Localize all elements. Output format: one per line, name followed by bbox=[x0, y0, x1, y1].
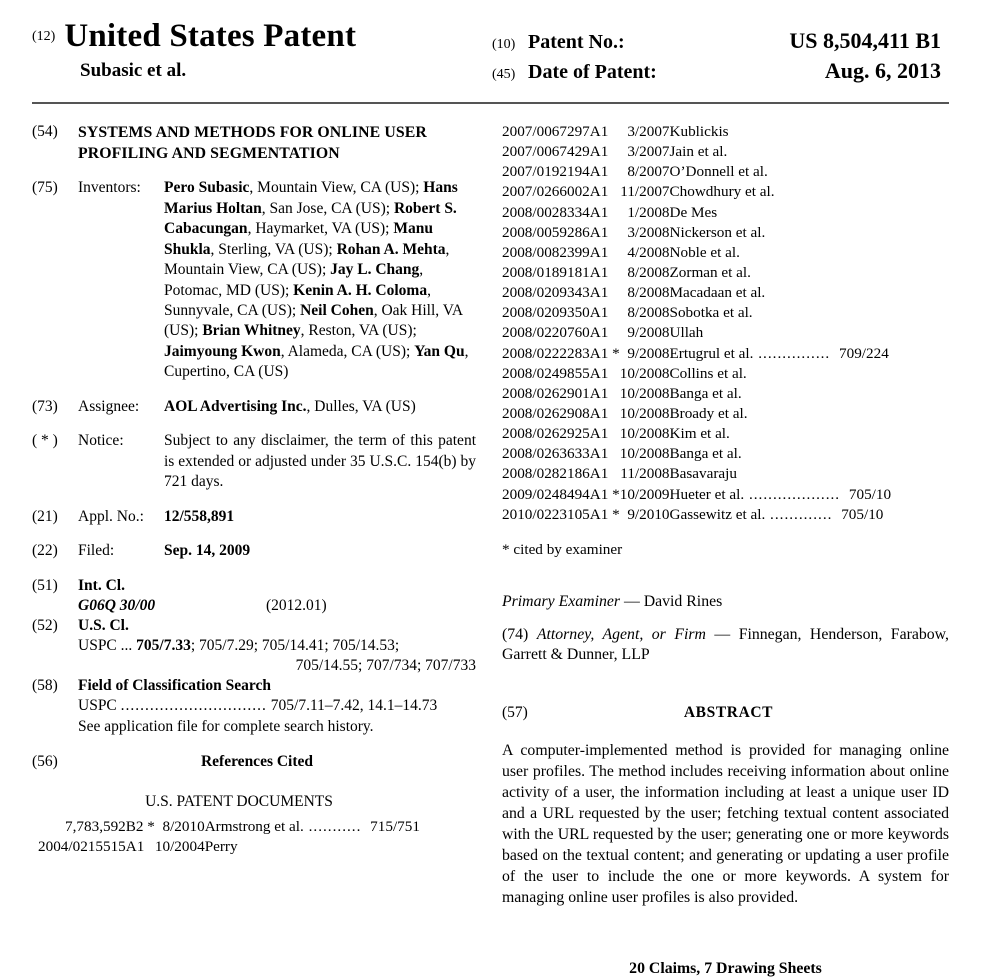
inventors-list: Pero Subasic, Mountain View, CA (US); Hans Marius Holtan, San Jose, CA (US); Robert S. Cabacungan, Haymarket, VA (US); Manu Shukla, Sterling, VA (US); Rohan A. Mehta, Mountain View, CA (US); Jay L. Chang, Potomac, MD (US); Kenin A. H. Coloma, Sunnyvale, CA (US); Neil Cohen, Oak Hill, VA (US); Brian Whitney, Reston, VA (US); Jaimyoung Kwon, Alameda, CA (US); Yan Qu, Cupertino, CA (US) bbox=[164, 179, 469, 381]
field-of-search-range: 705/7.11–7.42, 14.1–14.73 bbox=[270, 697, 438, 715]
abstract-title: ABSTRACT bbox=[683, 703, 774, 721]
primary-examiner-dash: — bbox=[620, 592, 644, 610]
reference-row bbox=[502, 323, 949, 343]
reference-number: 2008/0209343 bbox=[502, 284, 590, 302]
field-of-search-heading: Field of Classification Search bbox=[78, 677, 272, 695]
reference-date: 11/2007 bbox=[620, 183, 670, 201]
reference-number: 2007/0067297 bbox=[502, 123, 590, 140]
reference-date: 10/2008 bbox=[619, 445, 670, 463]
reference-kind-code: A1 bbox=[589, 465, 609, 483]
reference-classification: 709/224 bbox=[839, 344, 889, 362]
reference-classification: 705/10 bbox=[848, 485, 892, 503]
reference-assignee-name bbox=[670, 364, 949, 384]
reference-kind-code: A1 bbox=[589, 304, 609, 322]
reference-kind-code: A1 bbox=[589, 163, 609, 181]
reference-name-text: Perry bbox=[204, 837, 238, 855]
attorney-row bbox=[502, 625, 949, 666]
reference-number: 2008/0028334 bbox=[502, 203, 590, 221]
reference-assignee-name bbox=[205, 837, 482, 857]
reference-assignee-name bbox=[670, 444, 949, 464]
reference-assignee-name bbox=[670, 203, 949, 223]
patent-office-title-line bbox=[32, 18, 492, 55]
header-right bbox=[492, 18, 949, 88]
reference-row bbox=[502, 485, 949, 505]
reference-kind-code: B2 * bbox=[125, 817, 155, 835]
reference-name-text: Armstrong et al. bbox=[204, 817, 304, 835]
us-classification-field bbox=[32, 616, 476, 676]
reference-kind-code: A1 bbox=[589, 364, 609, 382]
attorney-field-code: (74) bbox=[502, 625, 529, 643]
attorney-label: Attorney, Agent, or Firm bbox=[536, 625, 706, 643]
invention-title-field-code: (54) bbox=[32, 123, 58, 140]
inventors-label: Inventors: bbox=[78, 179, 141, 197]
reference-number: 2008/0082399 bbox=[502, 243, 590, 261]
int-classification-field-code: (51) bbox=[32, 576, 58, 594]
reference-row bbox=[502, 303, 949, 323]
reference-assignee-name bbox=[670, 263, 949, 283]
reference-number: 7,783,592 bbox=[65, 817, 126, 835]
reference-name-text: Kublickis bbox=[669, 123, 729, 140]
reference-name-text: O’Donnell et al. bbox=[669, 163, 768, 181]
reference-number: 2008/0262925 bbox=[502, 425, 590, 443]
reference-assignee-name bbox=[670, 223, 949, 243]
patent-number-field-code: (10) bbox=[492, 37, 516, 52]
reference-leader-dots: ............. bbox=[765, 505, 838, 523]
assignee-field-code: (73) bbox=[32, 397, 58, 415]
primary-examiner-name: David Rines bbox=[643, 592, 723, 610]
reference-date: 3/2007 bbox=[627, 143, 670, 161]
reference-classification: 715/751 bbox=[370, 817, 420, 835]
application-number-value: 12/558,891 bbox=[164, 507, 235, 525]
filing-date-label: Filed: bbox=[78, 542, 115, 560]
reference-name-text: Basavaraju bbox=[669, 465, 737, 483]
assignee-label: Assignee: bbox=[78, 397, 140, 415]
inventors-field bbox=[32, 178, 476, 383]
reference-leader-dots: ................... bbox=[744, 485, 845, 503]
reference-number: 2008/0059286 bbox=[502, 223, 590, 241]
reference-date: 9/2008 bbox=[627, 344, 670, 362]
field-of-search-body bbox=[78, 676, 476, 736]
reference-row bbox=[502, 263, 949, 283]
page-header bbox=[0, 0, 981, 88]
reference-name-text: Jain et al. bbox=[669, 143, 728, 161]
reference-kind-code: A1 bbox=[589, 384, 609, 402]
patent-date-value: Aug. 6, 2013 bbox=[824, 58, 941, 83]
reference-number: 2008/0263633 bbox=[502, 445, 590, 463]
reference-name-text: De Mes bbox=[669, 203, 718, 221]
reference-number: 2008/0220760 bbox=[502, 324, 590, 342]
reference-name-text: Banga et al. bbox=[669, 445, 742, 463]
reference-kind-code: A1 * bbox=[589, 344, 620, 362]
reference-name-text: Sobotka et al. bbox=[669, 304, 753, 322]
abstract-heading-row bbox=[502, 704, 949, 722]
reference-date: 8/2010 bbox=[162, 817, 205, 835]
reference-name-text: Ertugrul et al. bbox=[669, 344, 754, 362]
reference-kind-code: A1 bbox=[589, 243, 609, 261]
reference-kind-code: A1 bbox=[589, 284, 609, 302]
reference-date: 10/2008 bbox=[619, 384, 670, 402]
reference-number: 2008/0282186 bbox=[502, 465, 590, 483]
reference-kind-code: A1 bbox=[589, 263, 609, 281]
reference-kind-code: A1 * bbox=[589, 485, 620, 503]
reference-assignee-name bbox=[670, 404, 949, 424]
reference-date: 10/2008 bbox=[619, 404, 670, 422]
assignee-field bbox=[32, 397, 476, 417]
primary-examiner-row bbox=[502, 593, 949, 611]
us-patent-documents-table-body bbox=[38, 817, 482, 857]
reference-name-text: Kim et al. bbox=[669, 425, 730, 443]
reference-name-text: Broady et al. bbox=[669, 404, 748, 422]
notice-field bbox=[32, 431, 476, 492]
us-classification-uspc-label: USPC bbox=[78, 636, 117, 654]
references-cited-field-code: (56) bbox=[32, 752, 58, 770]
reference-assignee-name bbox=[670, 303, 949, 323]
reference-date: 1/2008 bbox=[627, 203, 670, 221]
reference-date: 8/2008 bbox=[627, 263, 670, 281]
int-classification-heading: Int. Cl. bbox=[78, 576, 125, 594]
reference-leader-dots: ........... bbox=[303, 817, 367, 835]
abstract-text: A computer-implemented method is provided for managing online user profiles. The method includes receiving information about online activity of a user, the information including at least a unique user ID and a URL requested by the user; fetching textual content associated with the URL requested by the user; generating one or more keywords based on the textual content; and generating or updating a user profile of the user to include the one or more keywords. A system for managing online user profiles is also provided. bbox=[502, 741, 949, 906]
reference-classification: 705/10 bbox=[841, 505, 884, 523]
reference-assignee-name bbox=[670, 424, 949, 444]
reference-row bbox=[502, 283, 949, 303]
reference-kind-code: A1 bbox=[125, 837, 145, 855]
reference-number: 2010/0223105 bbox=[502, 505, 590, 523]
reference-assignee-name bbox=[670, 243, 949, 263]
reference-number: 2007/0192194 bbox=[502, 163, 590, 181]
reference-date: 3/2007 bbox=[627, 123, 670, 140]
reference-row bbox=[38, 817, 482, 837]
reference-kind-code: A1 bbox=[589, 425, 609, 443]
filing-date-field bbox=[32, 541, 476, 561]
reference-assignee-name bbox=[670, 344, 949, 364]
primary-examiner-label: Primary Examiner bbox=[502, 592, 621, 610]
reference-name-text: Nickerson et al. bbox=[669, 223, 766, 241]
reference-name-text: Zorman et al. bbox=[669, 263, 751, 281]
reference-name-text: Chowdhury et al. bbox=[669, 183, 775, 201]
us-classification-line-2: 705/14.55; 707/734; 707/733 bbox=[295, 657, 476, 675]
reference-number: 2008/0262908 bbox=[502, 404, 590, 422]
reference-assignee-name bbox=[670, 182, 949, 202]
int-classification-code-row bbox=[78, 596, 476, 616]
reference-date: 8/2008 bbox=[627, 304, 670, 322]
reference-name-text: Ullah bbox=[669, 324, 704, 342]
reference-date: 11/2008 bbox=[620, 465, 670, 483]
reference-assignee-name bbox=[205, 817, 482, 837]
reference-row bbox=[502, 444, 949, 464]
references-cited-heading-row bbox=[32, 753, 476, 771]
reference-date: 8/2008 bbox=[627, 284, 670, 302]
reference-name-text: Noble et al. bbox=[669, 243, 740, 261]
left-column bbox=[32, 122, 490, 978]
references-table-body bbox=[502, 122, 949, 525]
reference-kind-code: A1 * bbox=[589, 505, 620, 523]
reference-number: 2008/0262901 bbox=[502, 384, 590, 402]
reference-row bbox=[502, 505, 949, 525]
reference-leader-dots: ............... bbox=[753, 344, 835, 362]
reference-date: 9/2008 bbox=[627, 324, 670, 342]
field-of-search-uspc-row bbox=[78, 696, 476, 716]
cited-by-examiner-note: * cited by examiner bbox=[502, 540, 623, 558]
reference-number: 2008/0209350 bbox=[502, 304, 590, 322]
reference-date: 10/2008 bbox=[619, 425, 670, 443]
int-classification-version: (2012.01) bbox=[266, 596, 327, 614]
us-classification-primary: 705/7.33 bbox=[136, 636, 191, 654]
reference-assignee-name bbox=[670, 122, 949, 142]
reference-name-text: Collins et al. bbox=[669, 364, 747, 382]
us-classification-field-code: (52) bbox=[32, 616, 58, 634]
reference-assignee-name bbox=[670, 142, 949, 162]
reference-number: 2007/0067429 bbox=[502, 143, 590, 161]
inventors-field-code: (75) bbox=[32, 179, 58, 197]
patent-number-label: Patent No.: bbox=[528, 31, 625, 53]
reference-number: 2004/0215515 bbox=[38, 837, 126, 855]
reference-date: 10/2004 bbox=[154, 837, 205, 855]
attorney-name: Finnegan, Henderson, Farabow, Garrett & Dunner, LLP bbox=[502, 625, 949, 664]
reference-row bbox=[502, 223, 949, 243]
assignee-value: AOL Advertising Inc., Dulles, VA (US) bbox=[164, 397, 416, 415]
reference-row bbox=[502, 404, 949, 424]
reference-row bbox=[502, 122, 949, 142]
us-patent-documents-table bbox=[38, 817, 482, 857]
reference-row bbox=[502, 142, 949, 162]
patent-date-row bbox=[492, 58, 949, 84]
notice-field-code: ( * ) bbox=[32, 432, 58, 450]
reference-row bbox=[502, 344, 949, 364]
reference-kind-code: A1 bbox=[589, 404, 609, 422]
field-of-search-uspc-label: USPC bbox=[78, 697, 117, 715]
application-number-field bbox=[32, 507, 476, 527]
reference-assignee-name bbox=[670, 283, 949, 303]
reference-row bbox=[502, 364, 949, 384]
header-left bbox=[32, 18, 492, 88]
reference-assignee-name bbox=[670, 485, 949, 505]
field-of-search-field-code: (58) bbox=[32, 677, 58, 695]
us-classification-line-1 bbox=[78, 636, 476, 656]
reference-kind-code: A1 bbox=[589, 223, 609, 241]
filing-date-value: Sep. 14, 2009 bbox=[164, 542, 251, 560]
reference-assignee-name bbox=[670, 323, 949, 343]
reference-kind-code: A1 bbox=[589, 183, 609, 201]
reference-row bbox=[502, 162, 949, 182]
notice-text: Subject to any disclaimer, the term of this patent is extended or adjusted under 35 U.S.C. 154(b) by 721 days. bbox=[164, 432, 476, 491]
reference-name-text: Banga et al. bbox=[669, 384, 742, 402]
reference-number: 2009/0248494 bbox=[502, 485, 590, 503]
us-classification-dots: ... bbox=[120, 636, 133, 654]
patent-number-value: US 8,504,411 B1 bbox=[789, 28, 941, 53]
us-patent-application-publications-table bbox=[502, 122, 949, 525]
reference-date: 3/2008 bbox=[627, 223, 670, 241]
int-classification-body bbox=[78, 576, 476, 616]
right-column bbox=[490, 122, 949, 978]
claims-and-sheets-line: 20 Claims, 7 Drawing Sheets bbox=[629, 959, 822, 977]
reference-kind-code: A1 bbox=[589, 203, 609, 221]
reference-assignee-name bbox=[670, 505, 949, 525]
patent-date-label: Date of Patent: bbox=[528, 61, 657, 83]
references-cited-title: References Cited bbox=[200, 752, 314, 770]
reference-name-text: Gassewitz et al. bbox=[669, 505, 766, 523]
inventor-surname-line: Subasic et al. bbox=[80, 60, 187, 81]
application-number-field-code: (21) bbox=[32, 507, 58, 525]
us-patent-documents-subheading: U.S. PATENT DOCUMENTS bbox=[145, 792, 333, 810]
reference-assignee-name bbox=[670, 464, 949, 484]
reference-row bbox=[38, 837, 482, 857]
notice-label: Notice: bbox=[78, 432, 124, 450]
reference-number: 2008/0249855 bbox=[502, 364, 590, 382]
reference-row bbox=[502, 384, 949, 404]
filing-date-field-code: (22) bbox=[32, 542, 58, 560]
reference-number: 2008/0222283 bbox=[502, 344, 590, 362]
reference-date: 4/2008 bbox=[627, 243, 670, 261]
reference-name-text: Macadaan et al. bbox=[669, 284, 766, 302]
page-body bbox=[0, 104, 981, 978]
int-classification-field bbox=[32, 576, 476, 616]
us-classification-heading: U.S. Cl. bbox=[78, 616, 129, 634]
reference-date: 8/2007 bbox=[627, 163, 670, 181]
int-classification-code: G06Q 30/00 bbox=[78, 596, 156, 614]
us-classification-rest: ; 705/7.29; 705/14.41; 705/14.53; bbox=[190, 636, 400, 654]
reference-assignee-name bbox=[670, 384, 949, 404]
reference-row bbox=[502, 243, 949, 263]
reference-kind-code: A1 bbox=[589, 324, 609, 342]
invention-title-field bbox=[32, 122, 476, 164]
reference-row bbox=[502, 182, 949, 202]
field-of-search-field bbox=[32, 676, 476, 736]
reference-name-text: Hueter et al. bbox=[669, 485, 745, 503]
application-number-label: Appl. No.: bbox=[78, 507, 144, 525]
abstract-field-code: (57) bbox=[502, 703, 528, 721]
reference-kind-code: A1 bbox=[589, 143, 609, 161]
reference-kind-code: A1 bbox=[589, 445, 609, 463]
reference-row bbox=[502, 424, 949, 444]
reference-date: 10/2009 bbox=[619, 485, 670, 503]
us-classification-body bbox=[78, 616, 476, 676]
reference-number: 2007/0266002 bbox=[502, 183, 590, 201]
patent-office-title: United States Patent bbox=[64, 18, 357, 54]
field-of-search-note: See application file for complete search history. bbox=[78, 717, 374, 735]
patent-date-field-code: (45) bbox=[492, 67, 516, 82]
reference-assignee-name bbox=[670, 162, 949, 182]
document-kind-code: (12) bbox=[32, 29, 56, 44]
reference-number: 2008/0189181 bbox=[502, 263, 590, 281]
field-of-search-dots: .............................. bbox=[120, 697, 267, 715]
invention-title: SYSTEMS AND METHODS FOR ONLINE USER PROFILING AND SEGMENTATION bbox=[78, 124, 427, 163]
reference-date: 9/2010 bbox=[627, 505, 670, 523]
reference-kind-code: A1 bbox=[589, 123, 609, 140]
reference-row bbox=[502, 464, 949, 484]
attorney-dash: — bbox=[705, 625, 739, 643]
patent-number-row bbox=[492, 28, 949, 54]
reference-date: 10/2008 bbox=[619, 364, 670, 382]
reference-row bbox=[502, 203, 949, 223]
